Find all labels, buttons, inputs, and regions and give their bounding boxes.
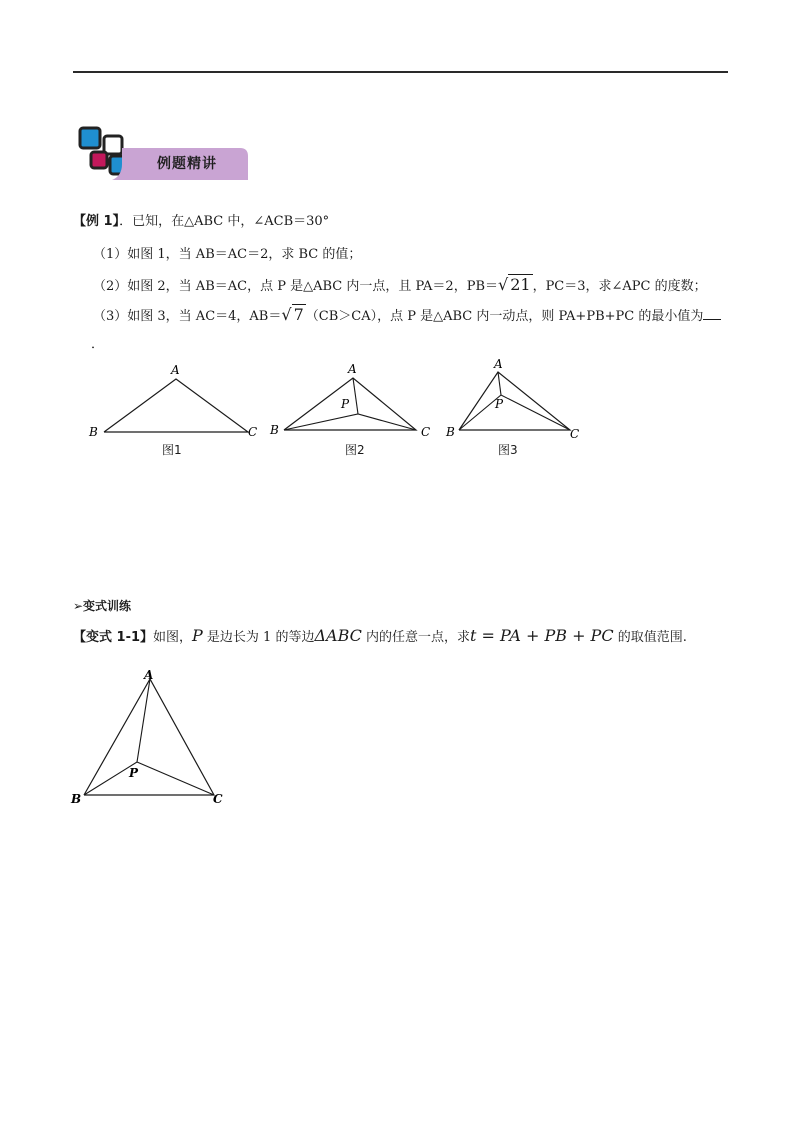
figure-3-label-b: B [446, 425, 455, 439]
figure-1-caption: 图1 [162, 443, 182, 457]
variant-figure-triangle [84, 679, 214, 795]
answer-blank [703, 306, 721, 320]
figure-2-label-c: C [421, 425, 431, 439]
sqrt-7-radicand: 7 [293, 305, 304, 324]
sqrt-21-radicand: 21 [510, 275, 531, 294]
question-2-text-a: （2）如图 2，当 AB＝AC，点 P 是△ABC 内一点，且 PA＝2，PB＝ [93, 279, 498, 294]
figure-1 [85, 360, 265, 445]
sqrt-7: √ 7 [281, 305, 304, 324]
variant-text-b: 是边长为 1 的等边 [202, 630, 315, 645]
figure-2-label-a: A [348, 362, 357, 376]
variant-problem [73, 627, 687, 647]
variant-triangle: ΔABC [314, 626, 362, 645]
example-intro [73, 213, 329, 231]
variant-label: 【变式 1-1】 [73, 630, 154, 645]
variant-figure [70, 665, 240, 810]
figure-3 [445, 356, 585, 444]
figure-1-label-a: A [171, 363, 180, 377]
figure-2-segment-pa [353, 378, 358, 414]
variant-formula: t = PA + PB + PC [470, 626, 614, 645]
figure-3-segments-pb-pc [459, 395, 570, 430]
figure-3-caption: 图3 [498, 443, 518, 457]
question-3-end: ． [91, 337, 105, 352]
question-3-text-b: （CB＞CA），点 P 是△ABC 内一动点，则 PA+PB+PC 的最小值为 [305, 309, 704, 324]
example-label: 【例 1】 [73, 214, 120, 229]
figure-2-segments-pb-pc [284, 414, 416, 430]
figure-2-label-b: B [270, 423, 279, 437]
variant-figure-label-c: C [213, 792, 223, 806]
variant-text-c: 内的任意一点，求 [361, 630, 471, 645]
figure-2-label-p: P [341, 397, 350, 411]
variant-point-p: P [192, 626, 203, 645]
variant-figure-segments-pb-pc [84, 762, 214, 795]
question-2 [93, 276, 707, 296]
variant-text-a: 如图， [153, 630, 193, 645]
figure-1-triangle [104, 379, 248, 432]
figure-3-label-c: C [570, 427, 580, 441]
figure-3-label-p: P [495, 397, 504, 411]
figure-3-segment-pa [498, 372, 501, 395]
example-intro-text: ．已知，在△ABC 中，∠ACB＝30° [119, 214, 330, 229]
question-3 [93, 306, 721, 326]
figure-2-triangle [284, 378, 416, 430]
variant-figure-label-a: A [144, 668, 154, 682]
variant-heading: ➢变式训练 [73, 599, 132, 613]
figure-2-caption: 图2 [345, 443, 365, 457]
section-title: 例题精讲 [157, 156, 217, 172]
figure-2 [268, 360, 438, 445]
variant-figure-label-b: B [71, 792, 82, 806]
figure-1-label-c: C [248, 425, 258, 439]
question-2-text-b: ，PC＝3，求∠APC 的度数； [532, 279, 707, 294]
figure-1-label-b: B [89, 425, 98, 439]
variant-text-d: 的取值范围. [613, 630, 687, 645]
variant-figure-label-p: P [129, 766, 139, 780]
question-3-text-a: （3）如图 3，当 AC＝4，AB＝ [93, 309, 282, 324]
figure-3-label-a: A [494, 357, 503, 371]
header-rule [73, 71, 728, 73]
question-1: （1）如图 1，当 AB＝AC＝2，求 BC 的值； [93, 247, 362, 262]
sqrt-21: √ 21 [498, 275, 531, 294]
